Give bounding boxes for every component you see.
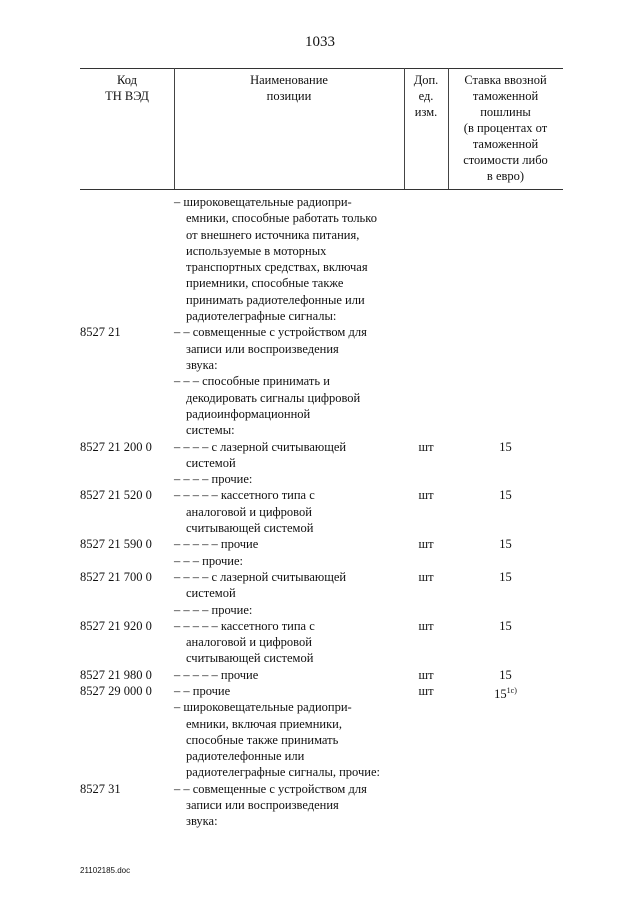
row-rate [448, 569, 563, 585]
row-name-line: звука: [186, 357, 218, 372]
row-name-line: системой [186, 455, 236, 470]
row-name-line: звука: [186, 814, 218, 829]
row-unit: шт [418, 439, 434, 454]
row-code: 8527 21 520 0 [80, 488, 152, 503]
row-code: 8527 21 590 0 [80, 537, 152, 552]
row-name-line: радиотелеграфные сигналы, прочие: [186, 765, 380, 780]
header-rate-line: (в процентах от [463, 121, 548, 135]
header-bottom-rule [80, 189, 563, 190]
header-rate-line: Ставка ввозной [464, 73, 547, 87]
header-rate-line: пошлины [480, 105, 531, 119]
row-rate [448, 439, 563, 455]
row-name-line: способные также принимать [186, 732, 339, 747]
row-rate-value: 15 [499, 439, 512, 454]
row-name-line: – широковещательные радиопри- [174, 195, 352, 209]
header-name-line: позиции [266, 89, 312, 103]
row-rate-value: 15 [494, 687, 507, 702]
header-name-line: Наименование [250, 73, 328, 87]
row-code: 8527 29 000 0 [80, 684, 152, 698]
row-name-line: считывающей системой [186, 520, 314, 535]
row-name [174, 471, 404, 487]
row-name [174, 618, 404, 667]
row-rate-value: 15 [499, 569, 512, 584]
row-unit: шт [418, 537, 434, 552]
row-name-line: принимать радиотелефонные или [186, 292, 365, 307]
row-name [174, 373, 404, 438]
header-rate-line: таможенной [472, 137, 539, 151]
row-rate [448, 487, 563, 503]
row-name [174, 683, 404, 699]
row-name-line: аналоговой и цифровой [186, 504, 312, 519]
row-name-line: считывающей системой [186, 651, 314, 666]
row-name-line: емники, способные работать только [186, 211, 377, 226]
header-unit [404, 72, 448, 120]
row-name-line: – широковещательные радиопри- [174, 700, 352, 715]
row-name [174, 569, 404, 602]
row-name-line: записи или воспроизведения [186, 798, 339, 813]
row-name-line: – – – – прочие: [174, 602, 253, 617]
row-name-line: – – – – – прочие [174, 537, 259, 552]
header-unit-line: ед. [418, 89, 434, 103]
row-unit: шт [418, 667, 434, 682]
row-rate [448, 667, 563, 683]
row-name [174, 194, 404, 324]
table-top-rule [80, 68, 563, 69]
row-name-line: декодировать сигналы цифровой [186, 390, 361, 405]
row-name-line: радиоинформационной [186, 406, 311, 421]
row-name-line: от внешнего источника питания, [186, 227, 360, 242]
header-rate-line: таможенной [472, 89, 539, 103]
row-rate [448, 618, 563, 634]
row-unit: шт [418, 618, 434, 633]
row-name [174, 439, 404, 472]
row-name [174, 487, 404, 536]
row-name-line: записи или воспроизведения [186, 341, 339, 356]
row-name-line: – – – способные принимать и [174, 374, 330, 389]
row-name-line: системой [186, 586, 236, 601]
row-name-line: аналоговой и цифровой [186, 635, 312, 650]
row-rate-value: 15 [499, 667, 512, 682]
row-name-line: – – – прочие: [174, 553, 243, 568]
row-name-line: – – совмещенные с устройством для [174, 325, 367, 340]
row-name-line: радиотелефонные или [186, 749, 305, 764]
row-code: 8527 21 700 0 [80, 569, 152, 584]
header-code-line: ТН ВЭД [105, 89, 149, 103]
row-rate-value: 15 [499, 537, 512, 552]
header-rate-line: в евро) [486, 169, 525, 183]
row-name [174, 602, 404, 618]
row-name-line: радиотелеграфные сигналы: [186, 309, 337, 324]
header-unit-line: изм. [414, 105, 438, 119]
header-unit-line: Доп. [413, 73, 439, 87]
header-name [174, 72, 404, 104]
row-rate [448, 683, 563, 702]
row-unit: шт [418, 684, 434, 698]
row-name [174, 553, 404, 569]
row-rate-footnote: 1c) [506, 686, 517, 695]
row-rate-value: 15 [499, 618, 512, 633]
row-name-line: – – – – – прочие [174, 667, 259, 682]
row-name-line: – – – – – кассетного типа с [174, 618, 315, 633]
row-name-line: приемники, способные также [186, 276, 344, 291]
row-unit: шт [418, 569, 434, 584]
row-code: 8527 21 920 0 [80, 618, 152, 633]
row-unit: шт [418, 488, 434, 503]
footer-filename: 21102185.doc [80, 866, 131, 875]
header-rate [448, 72, 563, 184]
row-name-line: – – – – с лазерной считывающей [174, 569, 347, 584]
row-name-line: емники, включая приемники, [186, 716, 342, 731]
row-code: 8527 21 [80, 325, 121, 340]
row-code: 8527 21 980 0 [80, 667, 152, 682]
row-name-line: – – – – – кассетного типа с [174, 488, 315, 503]
row-name-line: транспортных средствах, включая [186, 260, 368, 275]
row-name-line: – – совмещенные с устройством для [174, 781, 367, 796]
row-name [174, 324, 404, 373]
row-code: 8527 31 [80, 781, 121, 796]
row-name-line: – – – – прочие: [174, 472, 253, 487]
row-name [174, 536, 404, 552]
header-code [80, 72, 174, 104]
row-name-line: системы: [186, 423, 235, 438]
page-number: 1033 [305, 34, 335, 50]
header-code-line: Код [117, 73, 137, 87]
row-code: 8527 21 200 0 [80, 439, 152, 454]
header-rate-line: стоимости либо [463, 153, 548, 167]
row-rate [448, 536, 563, 552]
row-name-line: используемые в моторных [186, 243, 327, 258]
row-name [174, 781, 404, 830]
row-name [174, 699, 404, 780]
row-rate-value: 15 [499, 488, 512, 503]
row-name-line: – – прочие [174, 684, 231, 698]
row-name [174, 667, 404, 683]
row-name-line: – – – – с лазерной считывающей [174, 439, 347, 454]
